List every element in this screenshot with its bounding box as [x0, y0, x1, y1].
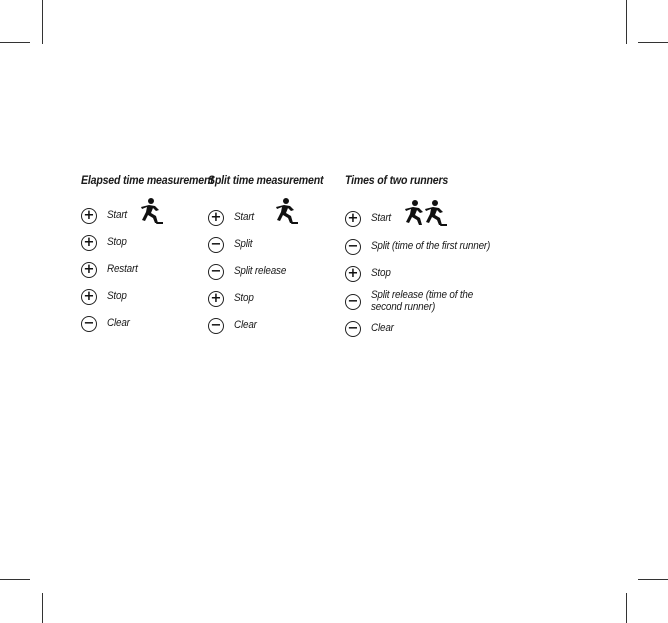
column-title: Split time measurement [208, 175, 324, 187]
step-label: Split release (time of the second runner) [371, 289, 474, 313]
step-clear [81, 316, 132, 332]
crop-mark [626, 593, 627, 623]
crop-mark [42, 0, 43, 44]
step-label: Stop [371, 267, 391, 279]
plus-button-icon: + [81, 208, 97, 224]
step-label: Stop [107, 236, 127, 248]
step-label: Split release [234, 265, 287, 277]
minus-button-icon: − [208, 318, 224, 334]
minus-button-icon: − [345, 321, 361, 337]
step-label: Stop [107, 290, 127, 302]
plus-button-icon: + [81, 289, 97, 305]
step-label: Clear [371, 322, 394, 334]
step-start [345, 211, 393, 227]
crop-mark [42, 593, 43, 623]
minus-button-icon: − [208, 237, 224, 253]
crop-mark [638, 579, 668, 580]
step-split-release-second-runner [345, 288, 521, 313]
plus-button-icon: + [81, 235, 97, 251]
step-label: Split [234, 238, 253, 250]
plus-button-icon: + [208, 210, 224, 226]
step-label: Start [107, 209, 128, 221]
step-clear [208, 318, 259, 334]
step-start [208, 210, 256, 226]
crop-mark [0, 42, 30, 43]
column-two-runners [345, 175, 491, 336]
step-clear [345, 321, 396, 337]
step-label: Stop [234, 292, 254, 304]
column-title: Elapsed time measurement [81, 175, 214, 187]
two-runners-icon [403, 199, 449, 229]
runner-icon [137, 197, 167, 227]
minus-button-icon: − [345, 294, 361, 310]
column-split-time [208, 175, 333, 333]
crop-mark [638, 42, 668, 43]
minus-button-icon: − [81, 316, 97, 332]
crop-mark [626, 0, 627, 44]
step-label: Restart [107, 263, 138, 275]
crop-mark [0, 579, 30, 580]
step-split-release [208, 264, 292, 280]
step-stop [345, 266, 393, 282]
step-label: Start [234, 211, 255, 223]
plus-button-icon: + [345, 266, 361, 282]
minus-button-icon: − [208, 264, 224, 280]
column-elapsed-time [81, 175, 225, 331]
step-stop [208, 291, 256, 307]
plus-button-icon: + [208, 291, 224, 307]
step-split-first-runner [345, 239, 503, 255]
step-stop [81, 289, 129, 305]
runner-icon [272, 197, 302, 227]
step-start [81, 208, 129, 224]
column-title: Times of two runners [345, 175, 449, 187]
step-label: Clear [107, 317, 130, 329]
step-restart [81, 262, 141, 278]
step-stop [81, 235, 129, 251]
step-label: Split (time of the first runner) [371, 240, 491, 252]
plus-button-icon: + [81, 262, 97, 278]
minus-button-icon: − [345, 239, 361, 255]
step-label: Clear [234, 319, 257, 331]
plus-button-icon: + [345, 211, 361, 227]
step-label: Start [371, 212, 392, 224]
step-split [208, 237, 254, 253]
